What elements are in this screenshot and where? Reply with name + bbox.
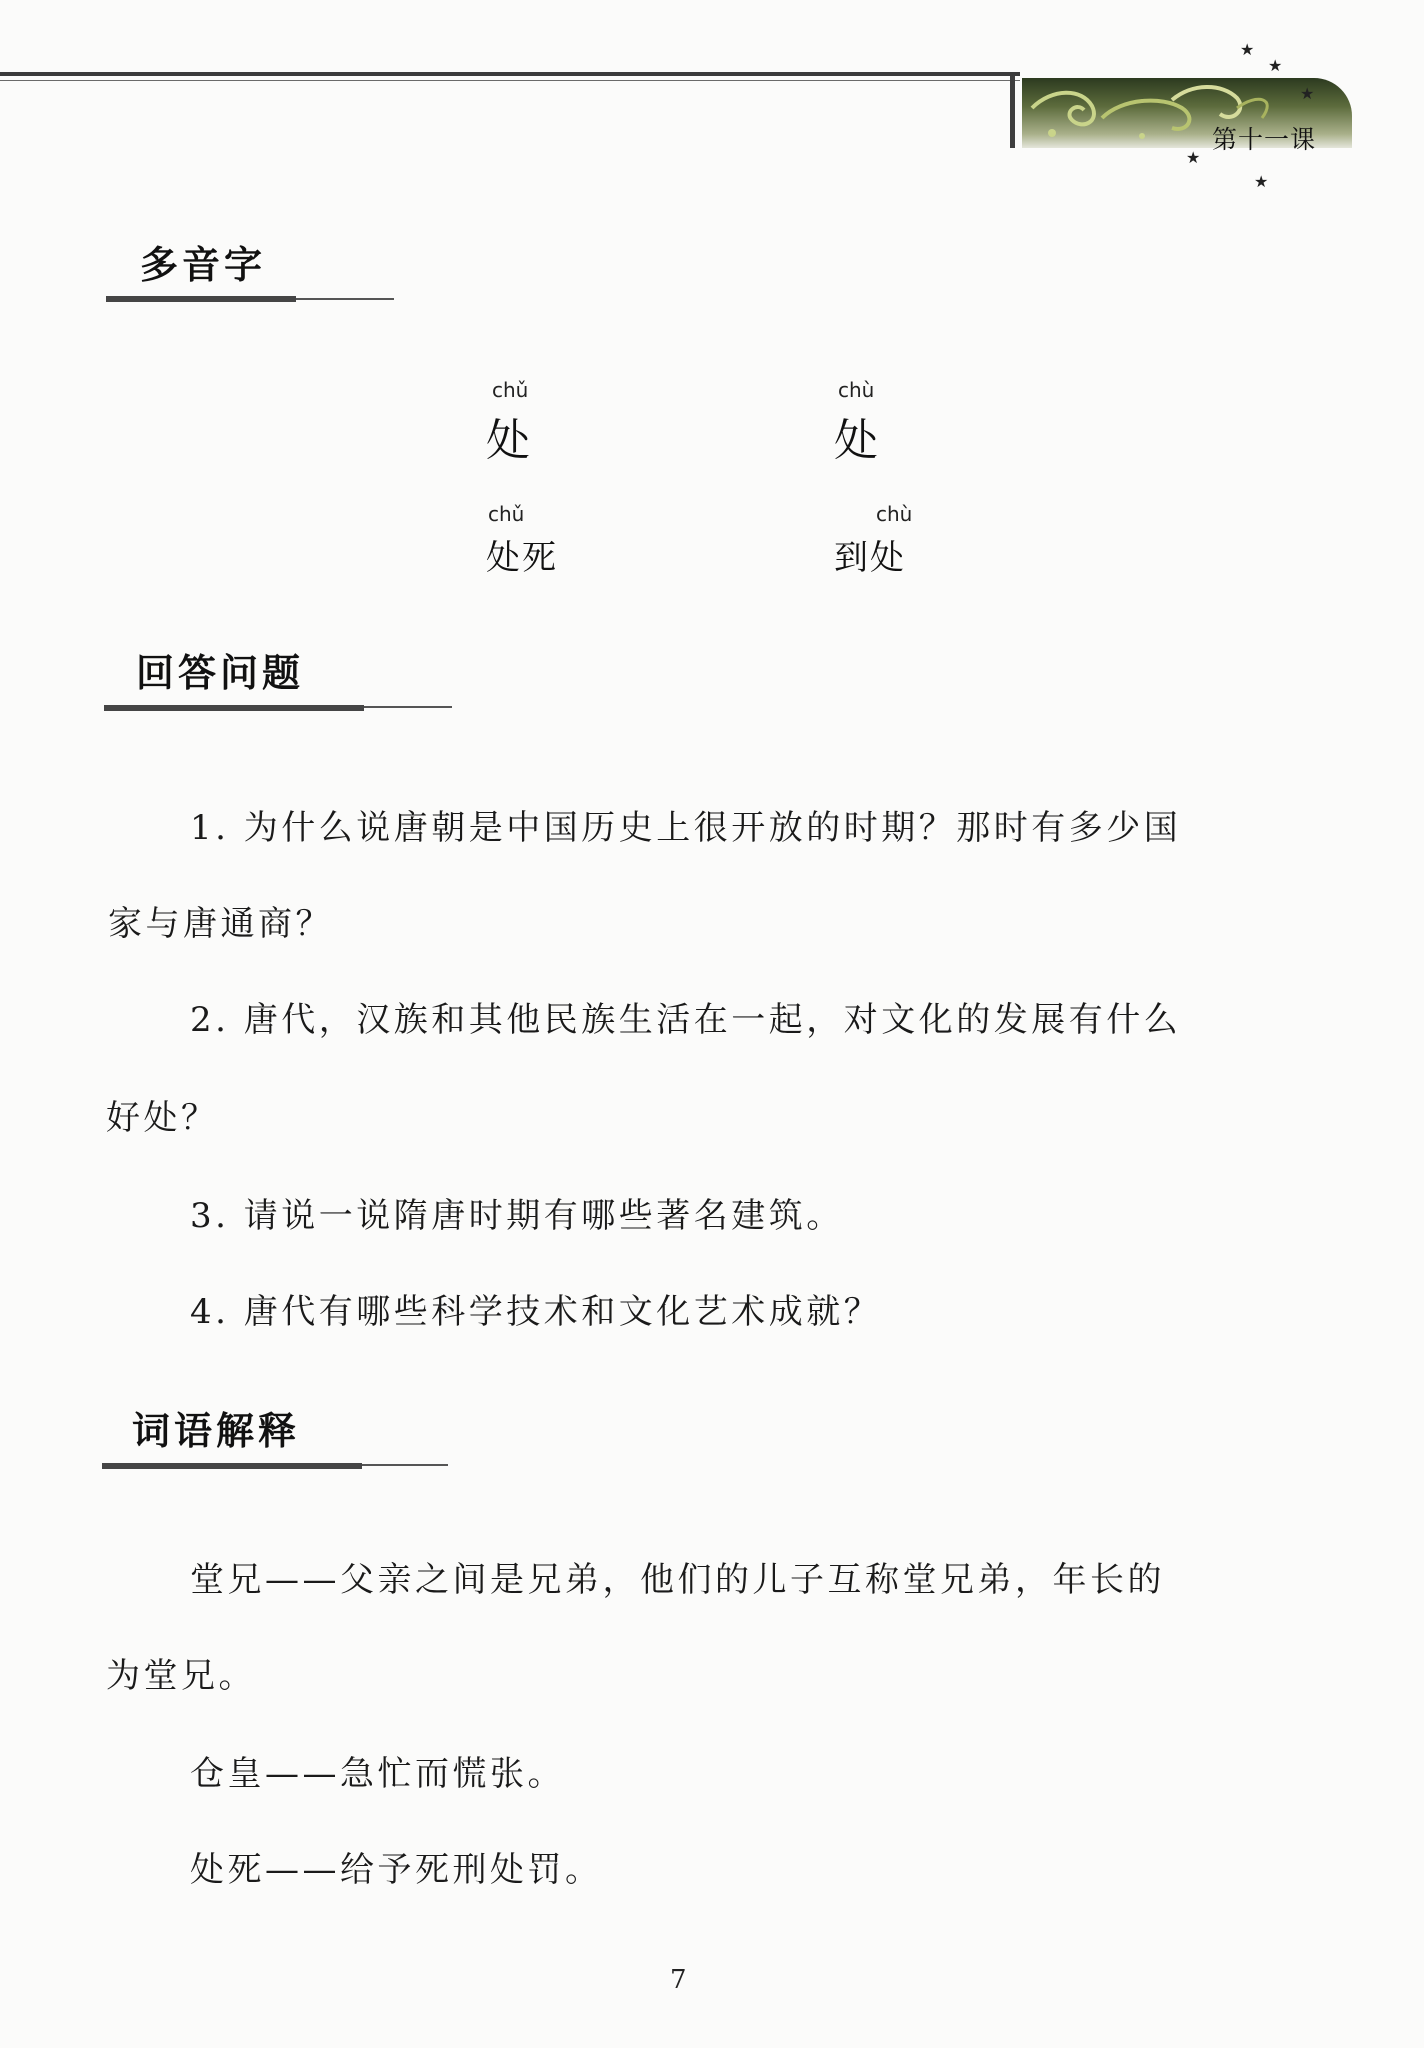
pinyin-label: chǔ bbox=[492, 378, 529, 402]
section-title-vocab: 词语解释 bbox=[132, 1408, 301, 1453]
vocab-line: 处死——给予死刑处罚。 bbox=[190, 1850, 603, 1890]
question-line: 3. 请说一说隋唐时期有哪些著名建筑。 bbox=[190, 1196, 844, 1236]
lesson-label: 第十一课 bbox=[1212, 125, 1317, 154]
question-line: 好处？ bbox=[106, 1098, 219, 1138]
section-rule bbox=[104, 705, 364, 711]
star-icon: ★ bbox=[1254, 172, 1269, 191]
question-line: 4. 唐代有哪些科学技术和文化艺术成就？ bbox=[190, 1292, 882, 1332]
section-title-polyphonic: 多音字 bbox=[140, 242, 267, 287]
polyphonic-char: 处 bbox=[834, 415, 878, 466]
pinyin-label: chù bbox=[876, 502, 913, 526]
pinyin-label: chù bbox=[838, 378, 875, 402]
vocab-line: 为堂兄。 bbox=[106, 1656, 256, 1696]
polyphonic-word: 处死 bbox=[486, 538, 558, 578]
vocab-line: 堂兄——父亲之间是兄弟，他们的儿子互称堂兄弟，年长的 bbox=[190, 1560, 1165, 1600]
star-icon: ★ bbox=[1186, 148, 1201, 167]
pinyin-label: chǔ bbox=[488, 502, 525, 526]
question-line: 家与唐通商？ bbox=[108, 904, 333, 944]
section-rule-thin bbox=[362, 1464, 448, 1466]
question-line: 2. 唐代，汉族和其他民族生活在一起，对文化的发展有什么 bbox=[190, 1000, 1182, 1040]
section-rule-thin bbox=[296, 298, 394, 300]
vocab-line: 仓皇——急忙而慌张。 bbox=[190, 1754, 565, 1794]
page-number: 7 bbox=[670, 1965, 687, 1995]
polyphonic-word: 到处 bbox=[834, 538, 906, 578]
section-rule-thin bbox=[364, 706, 452, 708]
question-line: 1. 为什么说唐朝是中国历史上很开放的时期？那时有多少国 bbox=[190, 808, 1182, 848]
header-rule bbox=[0, 72, 1020, 76]
header-rule-thin bbox=[0, 80, 1020, 81]
section-title-questions: 回答问题 bbox=[136, 650, 305, 695]
section-rule bbox=[102, 1463, 362, 1469]
header-divider bbox=[1010, 76, 1015, 148]
star-icon: ★ bbox=[1300, 84, 1315, 103]
polyphonic-char: 处 bbox=[486, 415, 530, 466]
star-icon: ★ bbox=[1240, 40, 1255, 59]
star-icon: ★ bbox=[1268, 56, 1283, 75]
section-rule bbox=[106, 296, 296, 302]
